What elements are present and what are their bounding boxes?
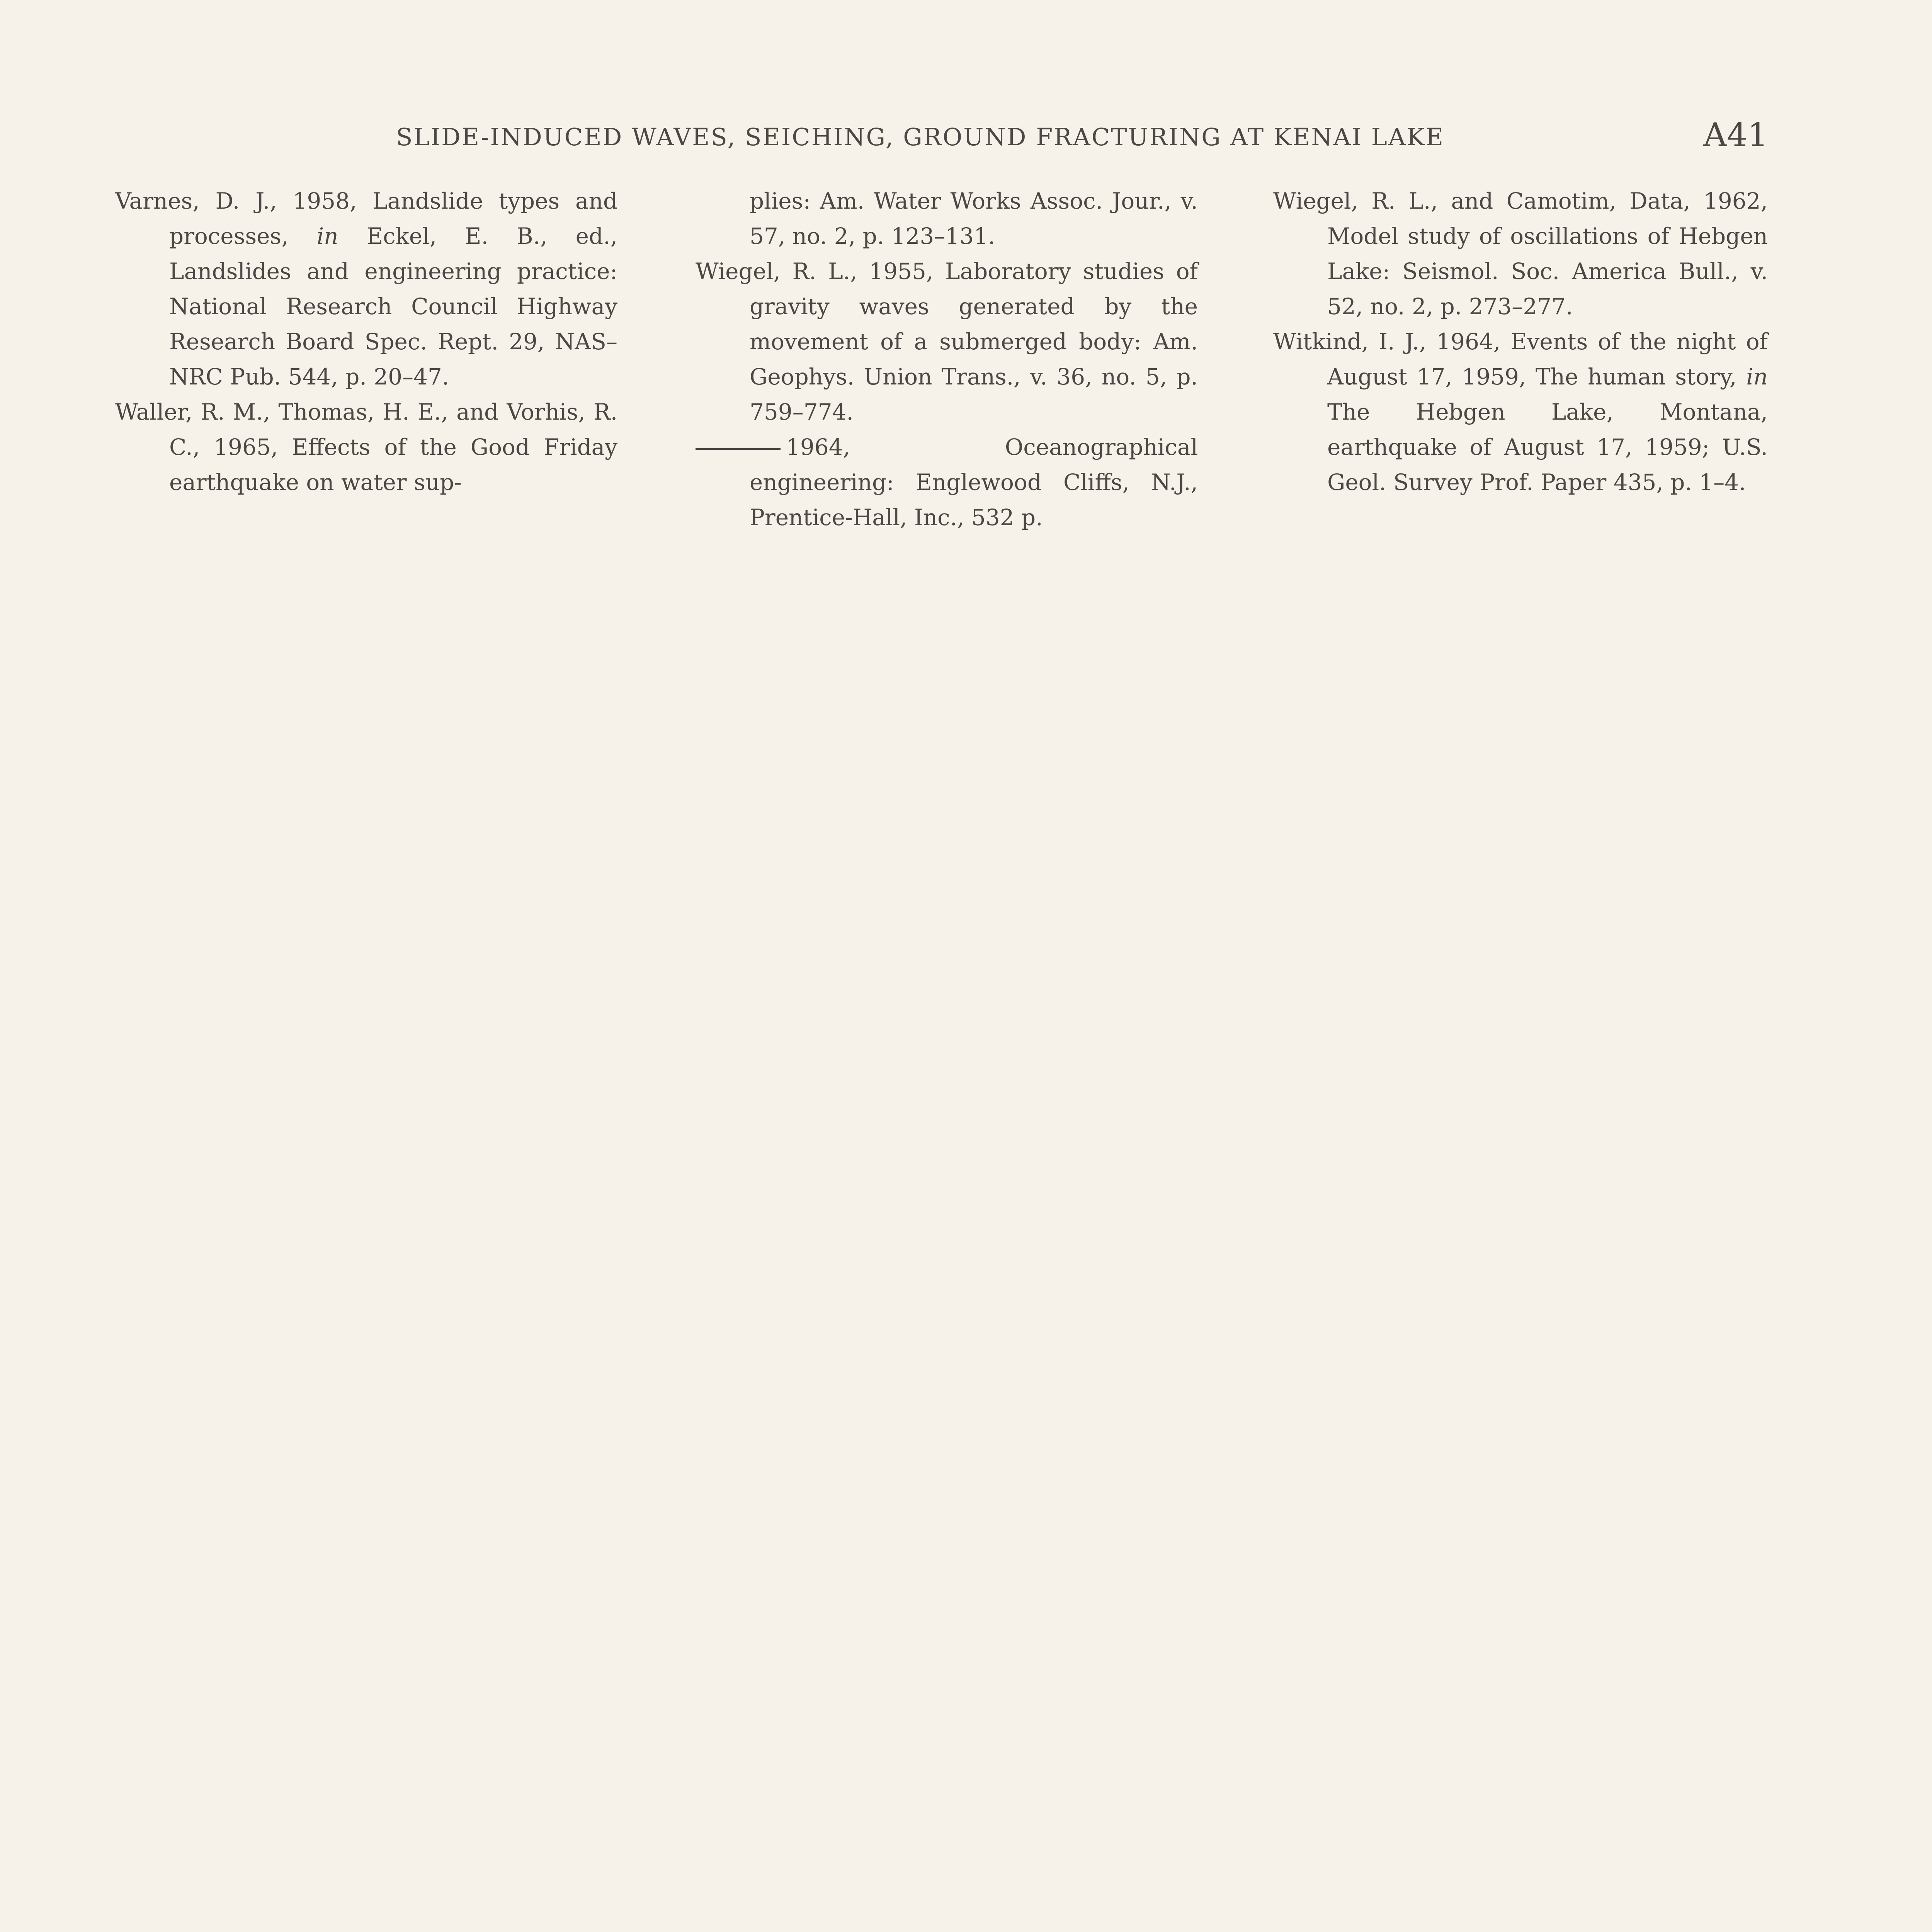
reference-waller-1965: Waller, R. M., Thomas, H. E., and Vorhis, R. C., 1965, Effects of the Good Friday earthquake on water sup- — [115, 399, 617, 495]
reference-text: Witkind, I. J., 1964, Events of the night of August 17, 1959, The human story, — [1273, 328, 1768, 390]
reference-text: The Hebgen Lake, Montana, earthquake of August 17, 1959; U.S. Geol. Survey Prof. Paper 435, p. 1–4. — [1327, 399, 1768, 495]
reference-wiegel-1955: Wiegel, R. L., 1955, Laboratory studies of gravity waves generated by the movement of a submerged body: Am. Geophys. Union Trans., v. 36, no. 5, p. 759–774. — [696, 258, 1198, 425]
reference-varnes-1958 — [115, 184, 617, 395]
reference-text: Eckel, E. B., ed., Landslides and engineering practice: National Research Council Highway Research Board Spec. Rept. 29, NAS–NRC Pub. 544, p. 20–47. — [169, 223, 617, 390]
italic-in: in — [316, 223, 338, 249]
italic-in: in — [1746, 364, 1768, 390]
reference-waller-1965-continued: plies: Am. Water Works Assoc. Jour., v. 57, no. 2, p. 123–131. — [750, 188, 1198, 249]
reference-column-3 — [1273, 184, 1768, 500]
reference-column-2 — [696, 184, 1198, 535]
page-number: A41 — [1703, 116, 1768, 154]
reference-wiegel-camotim-1962: Wiegel, R. L., and Camotim, Data, 1962, Model study of oscillations of Hebgen Lake: Seismol. Soc. America Bull., v. 52, no. 2, p. 273–277. — [1273, 188, 1768, 320]
reference-text: 1964, Oceanographical engineering: Englewood Cliffs, N.J., Prentice-Hall, Inc., 532 p. — [750, 434, 1198, 531]
reference-text: Varnes, D. J., 1958, Landslide types and processes, — [115, 188, 617, 249]
reference-column-1 — [115, 184, 617, 500]
reference-wiegel-1964 — [696, 430, 1198, 535]
ditto-dash — [696, 448, 781, 450]
reference-witkind-1964 — [1273, 324, 1768, 500]
running-title: SLIDE-INDUCED WAVES, SEICHING, GROUND FRACTURING AT KENAI LAKE — [396, 123, 1445, 151]
